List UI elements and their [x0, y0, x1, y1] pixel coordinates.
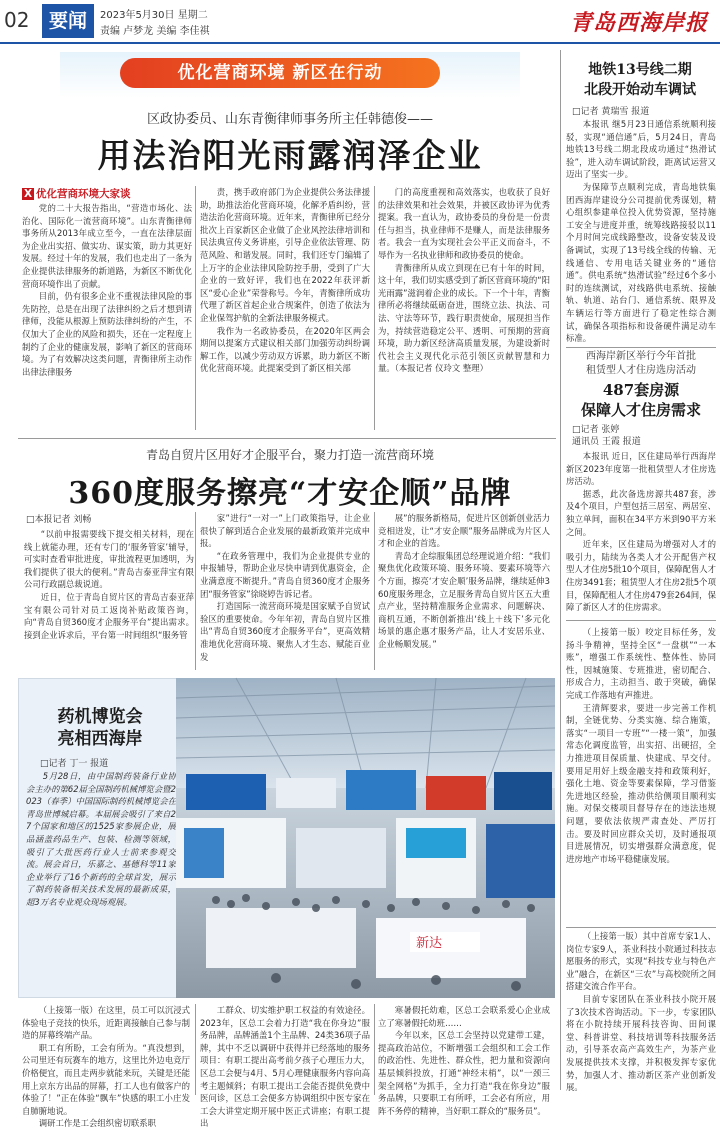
- paragraph: “以前申报需要线下提交相关材料，现在线上就能办理，还有专门的‘服务管家’辅导，可实时查看审批进度，审批流程更加透明，为我们提供了很大的便利。”青岛吉泰亚萍宝有限公司行政副总裁说道。: [24, 529, 194, 590]
- staff-line: 责编 卢梦龙 美编 李佳祺: [100, 26, 210, 37]
- paragraph: 据悉，此次备选房源共487套，涉及4个项目，户型包括三居室、两居室、独立单间，面积在34平方米到90平方米之间。: [566, 488, 716, 537]
- headline-line: 487套房源: [602, 381, 680, 399]
- paragraph: （上接第一版）其中首席专家1人、岗位专家9人，茶业科技小院通过科技志愿服务的形式，实现“科技专业与特色产业”融合，在新区“三农”与高校院所之间搭建交流合作平台。: [566, 931, 716, 992]
- right-story1-body: [566, 118, 716, 346]
- paragraph: （上接第一版）咬定目标任务，发扬斗争精神，坚持全区“一盘棋”“一本账”，增强工作系统性、整体性、协同性，因城施策、专班推进，密切配合、形成合力，主动担当、敢于突破，确保完成工作落地有声推进。: [566, 627, 716, 700]
- right-story2-byline: [572, 424, 641, 448]
- page-number: 02: [4, 8, 30, 32]
- photo-article-headline: [30, 706, 170, 750]
- photo-article-byline: □记者 丁一 报道: [40, 759, 109, 769]
- paragraph: （上接第一版）在这里，员工可以沉浸式体验电子竞技的快乐，近距离接触自己参与制造的屏幕终端产品。: [22, 1005, 190, 1041]
- paragraph: 责，携手政府部门为企业提供公务法律援助，助推法治化营商环境，化解矛盾纠纷，营造法治化营商环境。近年来，青衡律所已经分批次上百家新区企业做了企业风控法律培训和民法典宣传义务讲座，引导企业依法管理、防范风险、和谐发展。同时，我们还专门编辑了上万字的企业法律风险防控手册，受到了广大企业的一致好评，我们也在2022年获评新区“爱心企业”荣誉称号。今年，青衡律所成功代理了新区首起企业合规案件，创造了依法为企业保驾护航的全新法律服务模式。: [200, 187, 370, 323]
- headline-line: 北段开始动车调试: [584, 82, 696, 98]
- byline-line: □记者 张婷: [572, 425, 620, 435]
- column-divider: [374, 186, 375, 430]
- paragraph: 今年以来，区总工会坚持以党建带工建，提高政治站位，不断增强工会组织和工会工作的政治性、先进性、群众性，把力量和资源向基层倾斜投放，打通“神经末梢”，以“一颈三架全网格”为抓手，全力打造“我在你身边”服务品牌，只要职工有所呼，工会必有所应，用阵不务停的精神，当好职工群众的“服务员”。: [378, 1030, 550, 1116]
- article2-column-3: [378, 512, 550, 670]
- article2-byline: □本报记者 刘畅: [26, 515, 92, 525]
- paragraph: 打造国际一流营商环境是国家赋予自贸试验区的重要使命。今年年初，青岛自贸片区推出“青岛自贸360度才企服务平台”，更高效精准地优化营商环境、聚焦人才生态、赋能百业发: [200, 601, 370, 662]
- right-story2-body: [566, 450, 716, 616]
- story-divider: [566, 620, 716, 621]
- article-divider: [18, 438, 556, 439]
- paragraph: 近年来，区住建局为增强对人才的吸引力，陆续为各类人才公开配售产权型人才住房5批10个项目，保障配售人才住房3491套；租赁型人才住房2批5个项目，保障配租人才住房479套264间，保障了新区人才的住房需求。: [566, 539, 716, 613]
- paragraph: 我作为一名政协委员，在2020年区两会期间以提案方式建议相关部门加强劳动纠纷调解工作，以减少劳动双方诉累，助力新区不断优化营商环境。此提案受到了新区相关部: [200, 325, 370, 374]
- column-divider: [195, 186, 196, 430]
- right-story3-body: [566, 626, 716, 926]
- byline-line: 通讯员 王霞 报道: [572, 437, 641, 447]
- bottom-column-1: [22, 1004, 190, 1129]
- paragraph: “在政务管理中，我们为企业提供专业的申报辅导，帮助企业尽快申请到优惠资金，企业满意度不断提升。”青岛自贸360度才企服务团“服务管家”徐晓婷告诉记者。: [200, 550, 370, 599]
- paragraph: 为保障节点顺利完成，青岛地铁集团西海岸建设分公司提前优秀谋划，精心组织参建单位投入优势资源，坚持施工安全与进度并重，统筹线路接驳以11个月时间完成线路整改，设备安装及设备调试，实现了13号线全线的传输、无线通信、专用电话关键业务的“通信通”。供电系统“热滑试验”经过6个多小时的连续测试，对线路供电系统、接触轨、轨道、站台门、通信系统、限界及车辆运行等方面进行了稳定性综合测试，确保各项指标和设备硬件满足动车标准。: [566, 181, 716, 344]
- booth-sign: 新达: [416, 936, 443, 951]
- paragraph: 职工有所盼，工会有所为。“真没想到，公司里还有玩赛车的地方，这里比外边电竞厅价格便宜，而且走两步就能来玩，关键是还能用上京东方出品的屏幕，打工人也有做客户的体验了！”正在体验“飘车”快感的职工小庄发自肺腑地说。: [22, 1042, 190, 1116]
- paragraph: 5月28日，由中国制药装备行业协会主办的第62届全国制药机械博览会暨2023（春季）中国国际制药机械博览会在青岛世博城启幕。本届展会吸引了来自27个国家和地区的1525家参展企业，展品涵盖药品生产、包装、检测等领域，吸引了大批医药行业人士前来参观交流。展会首日，乐嘉之、基德科等11家企业举行了16个新药的全球首发，展示了制药装备相关技术发展的最新成果，超3万名专业观众现场观展。: [26, 771, 176, 907]
- article1-column-3: [378, 186, 550, 432]
- photo-caption: [26, 770, 176, 992]
- article2-column-2: [200, 512, 370, 670]
- right-story2-kicker: [566, 350, 716, 378]
- paragraph: 王清辉要求，要进一步完善工作机制，全链优势、分类实施、综合施策，落实“一项目一专班”“一楼一策”，加强常态化调度监管，出实招、出硬招，全力推进项目保质量、快建成、早交付。要用足用好上级金融支持和政策利好，强化土地、资金等要素保障，学习借鉴先进地区经验，推动供给侧项目顺利实施。对保交楼项目督导存在的违法违规问题，要依法依规严肃查处、严厉打击。要及时回应群众关切，及时通报项目进展情况，切实增强群众满意度，促进房地产市场平稳健康发展。: [566, 702, 716, 864]
- column-divider: [374, 512, 375, 670]
- headline-line: 保障人才住房需求: [580, 401, 701, 419]
- column-tag-badge: X: [23, 188, 33, 200]
- paragraph: 青衡律所从成立到现在已有十年的时间，这十年，我们切实感受到了新区营商环境的“阳光雨露”滋润着企业的成长。下一个十年，青衡律所必将继续砥砺奋进，围绕立法、执法、司法、守法等环节，践行职责使命，展现担当作为，持续营造稳定公平、透明、可预期的营商环境，助力新区经济高质量发展，为建设新时代社会主义现代化示范引领区贡献智慧和力量。（本报记者 仪玲文 整理）: [378, 262, 550, 374]
- column-divider: [195, 1004, 196, 1095]
- photo-headline-line-2: 亮相西海岸: [57, 729, 143, 749]
- paragraph: 展”的服务新格局，促进片区创新创业活力竞相迸发，让“才安企顺”服务品牌成为片区人才和企业的首选。: [378, 513, 550, 549]
- article2-kicker: 青岛自贸片区用好才企服平台，聚力打造一流营商环境: [145, 448, 434, 462]
- expo-hall-illustration: [176, 678, 555, 998]
- story-divider: [566, 347, 716, 348]
- article2-column-1: [24, 528, 194, 670]
- article1-kicker: 区政协委员、山东青衡律师事务所主任韩德俊——: [146, 112, 433, 127]
- paragraph: 寒暑假托幼难，区总工会联系爱心企业成立了寒暑假托幼班……: [378, 1005, 550, 1028]
- paragraph: 近日，位于青岛自贸片区的青岛吉泰亚萍宝有限公司针对员工返岗补贴政策咨询，向“青岛自贸360度才企服务平台”提出需求。接到企业诉求后，平台第一时间组织“服务管: [24, 591, 194, 640]
- article1-column-1: [22, 202, 192, 432]
- article1-headline: 用法治阳光雨露润泽企业: [97, 136, 483, 175]
- column-divider: [195, 512, 196, 670]
- paragraph: 本报讯 近日，区住建局举行西海岸新区2023年度第一批租赁型人才住房选房活动。: [566, 451, 716, 487]
- paragraph: 目前专家团队在茶业科技小院开展了3次技术咨询活动。下一步，专家团队将在小院持续开展科技咨询、田间课堂、科普讲堂、科技培训等科技服务活动，引导茶农高产高效生产，为茶产业发展提供技术支撑，并积极发挥专家优势，加强人才、推动新区茶产业创新发展。: [566, 993, 716, 1093]
- column-tag: [22, 186, 131, 201]
- section-label: 要闻: [42, 4, 94, 38]
- article1-column-2: [200, 186, 370, 432]
- paragraph: 目前，仍有很多企业不重视法律风险的事先防控，总是在出现了法律纠纷之后才想到请律师，没能从根源上预防法律纠纷的产生，不仅加大了企业的风险和损失，还在一定程度上制约了企业的健康发展，影响了新区的营商环境。为了有效解决这类问题，青衡律所主动作出律法律服务: [22, 291, 192, 377]
- kicker-line: 西海岸新区举行今年首批: [586, 351, 696, 362]
- paragraph: 本报讯 继5月23日通信系统顺利接驳，实现“通信通”后，5月24日，青岛地铁13号线二期北段成功通过“热滑试验”，进入动车调试阶段，距离试运营又迈出了坚实一步。: [566, 119, 716, 180]
- right-story4-body: [566, 930, 716, 1095]
- bottom-column-2: [200, 1004, 370, 1129]
- right-story1-byline: □记者 黄瑞雪 报道: [572, 107, 650, 117]
- story-divider: [566, 927, 716, 928]
- right-story1-headline: [566, 60, 714, 100]
- header-divider: [0, 42, 720, 44]
- paragraph: 调研工作是工会组织密切联系职: [38, 1118, 157, 1129]
- photo-headline-line-1: 药机博览会: [57, 707, 143, 727]
- masthead-logo: 青岛西海岸报: [570, 10, 709, 36]
- right-story2-headline: [566, 380, 716, 420]
- expo-hall-photo: [176, 678, 555, 998]
- paragraph: 青岛才企综服集团总经理说道介绍：“我们聚焦优化政策环境、服务环境、要素环境等六个方面，擦亮‘才安企顺’服务品牌，继续延伸360度服务理念，立足服务青岛自贸片区五大重点产业，坚持精准服务企业需求、问题解决、商机互通，不断创新推出‘线上＋线下’多元化场景的惠企惠才服务产品，让人才安居乐业、企业畅顺发展。”: [378, 550, 550, 649]
- bottom-column-3: [378, 1004, 550, 1116]
- kicker-line: 租赁型人才住房选房活动: [586, 365, 696, 376]
- paragraph: 家”进行“一对一”上门政策指导，让企业很快了解到适合企业发展的最新政策并完成申报。: [200, 513, 370, 549]
- paragraph: 工群众、切实维护职工权益的有效途径。2023年，区总工会着力打造“我在你身边”服务品牌，品牌涵盖1个主品牌、24类36项子品牌，其中不乏以调研中获得并已经落地的服务项目：有职工提出高考前夕孩子心理压力大，区总工会便与4月、5月心理健康服务内容向高考主题倾斜；有职工提出工会能否提供免费中医问诊，区总工会便多方协调组织中医专家在工会大讲堂定期开展中医正式讲座；有职工提出: [200, 1005, 370, 1129]
- headline-line: 地铁13号线二期: [588, 62, 692, 78]
- right-column-divider: [560, 50, 561, 1090]
- date-line: 2023年5月30日 星期二: [100, 10, 208, 21]
- banner-title: 优化营商环境 新区在行动: [120, 58, 440, 88]
- column-divider: [374, 1004, 375, 1095]
- article2-headline: 360度服务擦亮“才安企顺”品牌: [68, 476, 512, 511]
- paragraph: 门的高度重视和高效落实，也收获了良好的法律效果和社会效果，并被区政协评为优秀提案。我一直认为，政协委员的身份是一份责任与担当，执业律师不是赚人，而是法律服务者。我会一直为实现社会公平正义而奋斗，不辱作为一名执业律师和政协委员的使命。: [378, 187, 550, 260]
- column-tag-label: 优化营商环境大家谈: [36, 188, 131, 200]
- paragraph: 党的二十大报告指出，“营造市场化、法治化、国际化一流营商环境”。山东青衡律师事务所从2013年成立至今，一直在法律层面为企业出实招、做实功、谋实策，助力其更好发展。经过十年的发展，我们也走出了一条为企业提供法律服务的新道路，为新区不断优化营商环境作出了贡献。: [22, 203, 192, 289]
